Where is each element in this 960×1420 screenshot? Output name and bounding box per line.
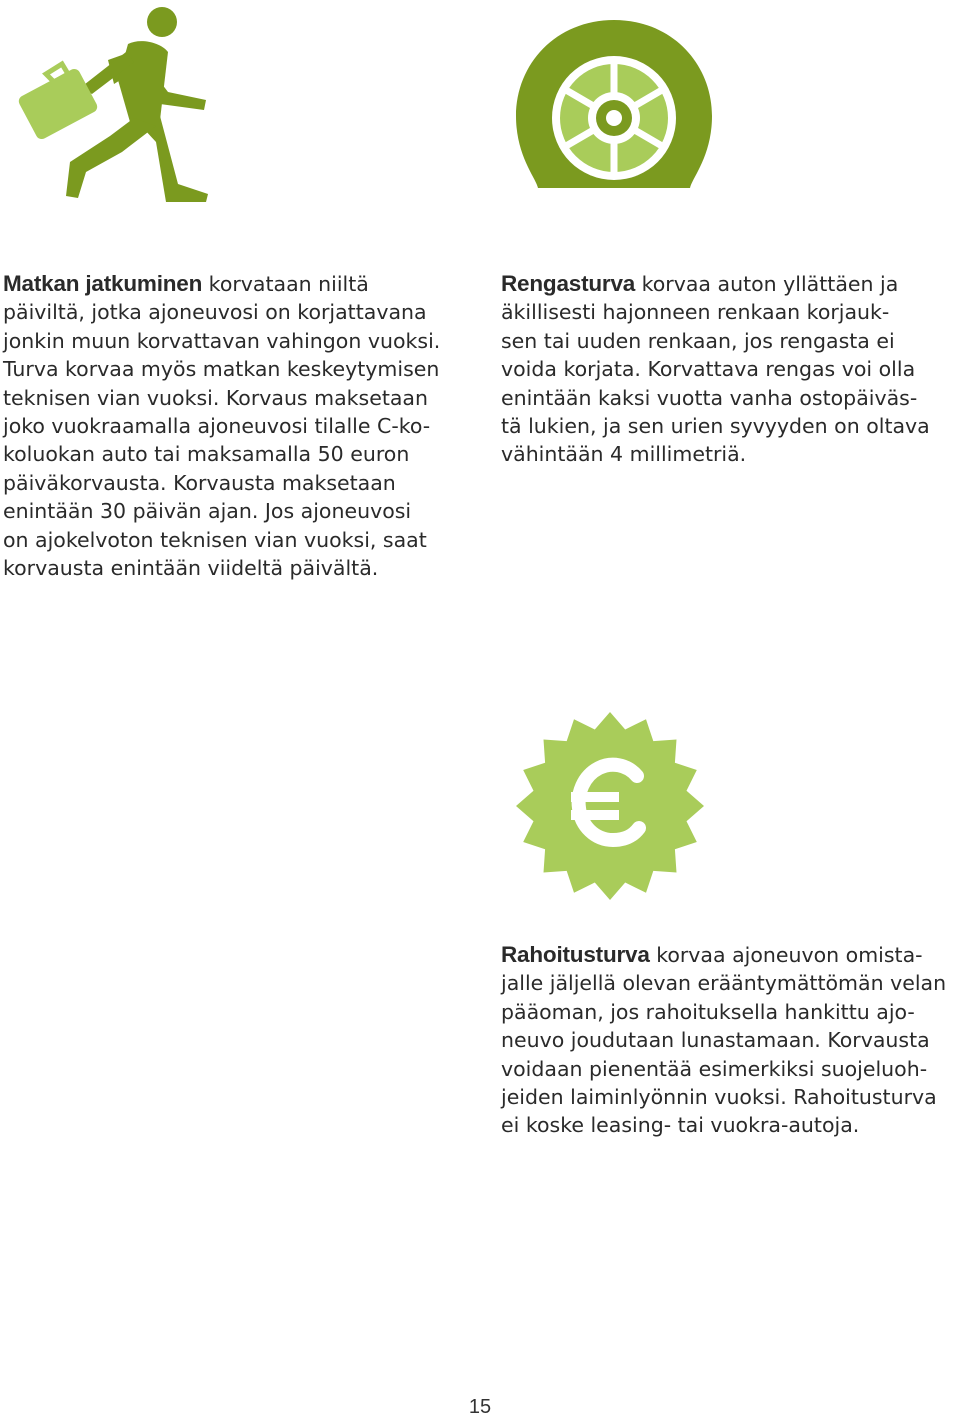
euro-badge-icon [515,708,705,904]
rahoitus-line: jeiden laiminlyönnin vuoksi. Rahoitusturva [501,1085,937,1110]
matka-line: on ajokelvoton teknisen vian vuoksi, saat [3,527,427,552]
matka-title: Matkan jatkuminen [3,271,203,296]
rahoitus-line: pääoman, jos rahoituksella hankittu ajo- [501,999,915,1024]
matka-line: korvausta enintään viideltä päivältä. [3,556,379,581]
rahoitus-line: ei koske leasing- tai vuokra-autoja. [501,1113,860,1138]
rengas-line: voida korjata. Korvattava rengas voi olla [501,357,916,382]
rengas-line: sen tai uuden renkaan, jos rengasta ei [501,328,895,353]
rengas-line: vähintään 4 millimetriä. [501,442,747,467]
rengas-line: enintään kaksi vuotta vanha ostopäiväs- [501,385,918,410]
matka-line: Turva korvaa myös matkan keskeytymisen [3,357,440,382]
matka-line: korvataan niiltä [202,272,369,296]
rengas-line: tä lukien, ja sen urien syvyyden on oltava [501,414,930,439]
rahoitus-paragraph [501,941,960,1140]
matka-line: joko vuokraamalla ajoneuvosi tilalle C-ko- [3,414,431,439]
matka-line: päiväkorvausta. Korvausta maksetaan [3,470,396,495]
rengas-paragraph [501,270,960,469]
matka-line: jonkin muun korvattavan vahingon vuoksi. [3,328,441,353]
rahoitus-line: korvaa ajoneuvon omista- [649,943,923,967]
rengas-title: Rengasturva [501,271,636,296]
rengas-line: korvaa auton yllättäen ja [635,272,899,296]
matka-line: koluokan auto tai maksamalla 50 euron [3,442,410,467]
rahoitus-title: Rahoitusturva [501,942,650,967]
flat-tire-icon [512,16,716,192]
rahoitus-line: neuvo joudutaan lunastamaan. Korvausta [501,1028,930,1053]
walking-man-with-suitcase-icon [10,2,210,202]
matka-paragraph [3,270,473,582]
rahoitus-line: voidaan pienentää esimerkiksi suojeluoh- [501,1056,928,1081]
page-number: 15 [468,1396,492,1418]
rengas-line: äkillisesti hajonneen renkaan korjauk- [501,300,890,325]
matka-line: päiviltä, jotka ajoneuvosi on korjattavana [3,300,427,325]
matka-line: teknisen vian vuoksi. Korvaus maksetaan [3,385,428,410]
matka-line: enintään 30 päivän ajan. Jos ajoneuvosi [3,499,412,524]
rahoitus-line: jalle jäljellä olevan erääntymättömän velan [501,971,947,996]
